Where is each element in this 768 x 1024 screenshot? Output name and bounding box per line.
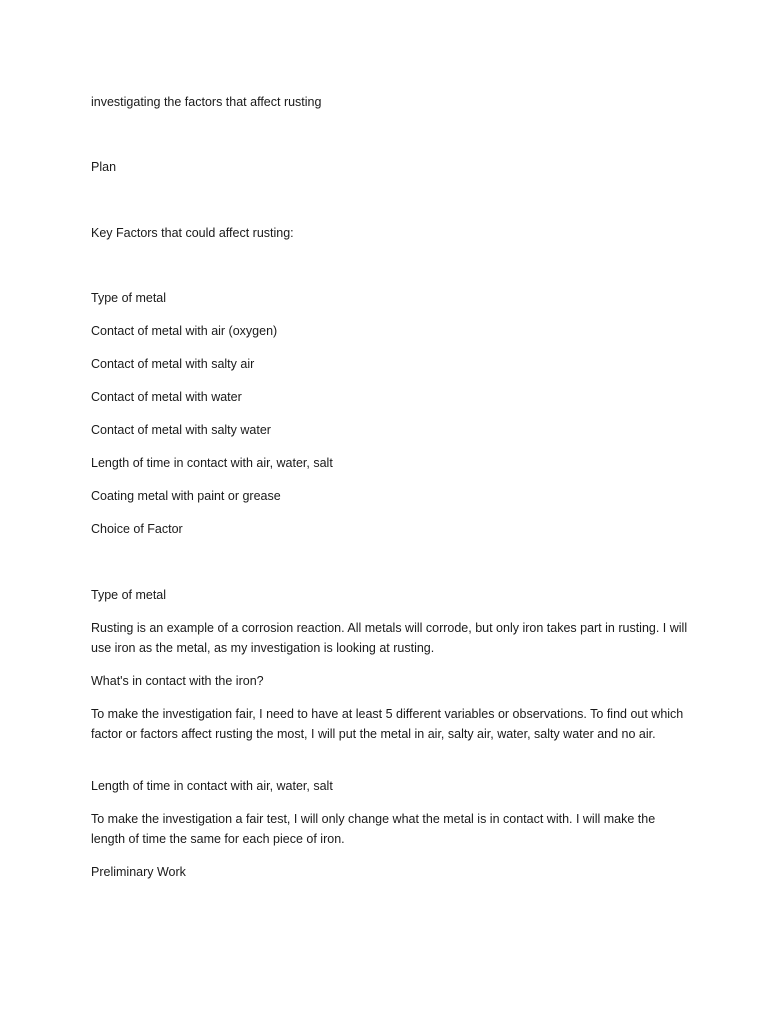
key-factors-heading: Key Factors that could affect rusting: xyxy=(91,226,294,240)
section-paragraph: To make the investigation fair, I need to have at least 5 different variables or observations. To find out which factor or factors affect rusting the most, I will put the metal in air, salty air, water, salty water and no air. xyxy=(91,707,684,741)
section-heading: Type of metal xyxy=(91,588,167,602)
plan-heading: Plan xyxy=(91,160,117,174)
document-title: investigating the factors that affect rusting xyxy=(91,95,322,109)
factor-item: Length of time in contact with air, water, salt xyxy=(91,456,333,470)
section-heading: What's in contact with the iron? xyxy=(91,674,264,688)
factor-item: Coating metal with paint or grease xyxy=(91,489,281,503)
factor-item: Type of metal xyxy=(91,291,167,305)
factor-item: Contact of metal with water xyxy=(91,390,242,404)
section-paragraph: Rusting is an example of a corrosion reaction. All metals will corrode, but only iron takes part in rusting. I will use iron as the metal, as my investigation is looking at rusting. xyxy=(91,621,688,655)
section-paragraph: To make the investigation a fair test, I will only change what the metal is in contact with. I will make the length of time the same for each piece of iron. xyxy=(91,812,656,846)
final-heading: Preliminary Work xyxy=(91,865,186,879)
factor-item: Contact of metal with salty water xyxy=(91,423,271,437)
section-heading: Length of time in contact with air, water, salt xyxy=(91,779,333,793)
factor-item: Contact of metal with air (oxygen) xyxy=(91,324,278,338)
choice-heading: Choice of Factor xyxy=(91,522,183,536)
factor-item: Contact of metal with salty air xyxy=(91,357,255,371)
